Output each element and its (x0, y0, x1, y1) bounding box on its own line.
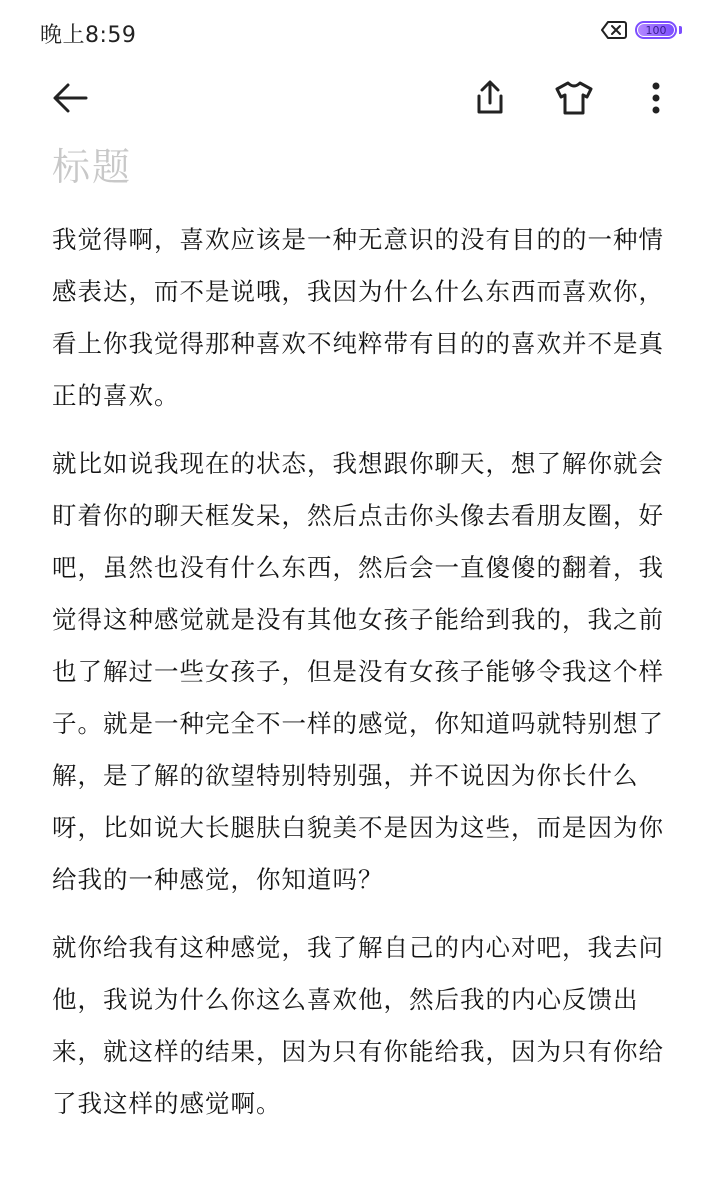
theme-button[interactable] (550, 74, 598, 122)
note-title-placeholder[interactable]: 标题 (52, 145, 133, 189)
note-paragraph-3[interactable]: 就你给我有这种感觉，我了解自己的内心对吧，我去问他，我说为什么你这么喜欢他，然后我的内心反馈出来，就这样的结果，因为只有你能给我，因为只有你给了我这样的感觉啊。 (52, 933, 664, 1118)
more-vert-icon (648, 78, 664, 118)
battery-indicator (635, 21, 677, 39)
note-paragraph-2[interactable]: 就比如说我现在的状态，我想跟你聊天，想了解你就会盯着你的聊天框发呆，然后点击你头像去看朋友圈，好吧，虽然也没有什么东西，然后会一直傻傻的翻着，我觉得这种感觉就是没有其他女孩子能给到我的，我之前也了解过一些女孩子，但是没有女孩子能够令我这个样子。就是一种完全不一样的感觉，你知道吗就特别想了解，是了解的欲望特别特别强，并不说因为你长什么呀，比如说大长腿肤白貌美不是因为这些，而是因为你给我的一种感觉，你知道吗？ (52, 449, 664, 894)
note-paragraph-1[interactable]: 我觉得啊，喜欢应该是一种无意识的没有目的的一种情感表达，而不是说哦，我因为什么什么东西而喜欢你，看上你我觉得那种喜欢不纯粹带有目的的喜欢并不是真正的喜欢。 (52, 225, 664, 410)
back-arrow-icon (48, 76, 92, 120)
back-button[interactable] (46, 74, 94, 122)
battery-level: 100 (645, 23, 667, 37)
shirt-theme-icon (553, 78, 595, 118)
more-options-button[interactable] (632, 74, 680, 122)
status-bar (0, 0, 720, 64)
share-button[interactable] (466, 74, 514, 122)
battery-tip (679, 26, 682, 34)
share-icon (470, 78, 510, 118)
status-time: 晚上8:59 (40, 23, 137, 48)
note-body[interactable] (52, 214, 672, 1146)
no-sim-icon (601, 20, 627, 40)
note-toolbar (0, 64, 720, 128)
status-icons (601, 20, 682, 40)
